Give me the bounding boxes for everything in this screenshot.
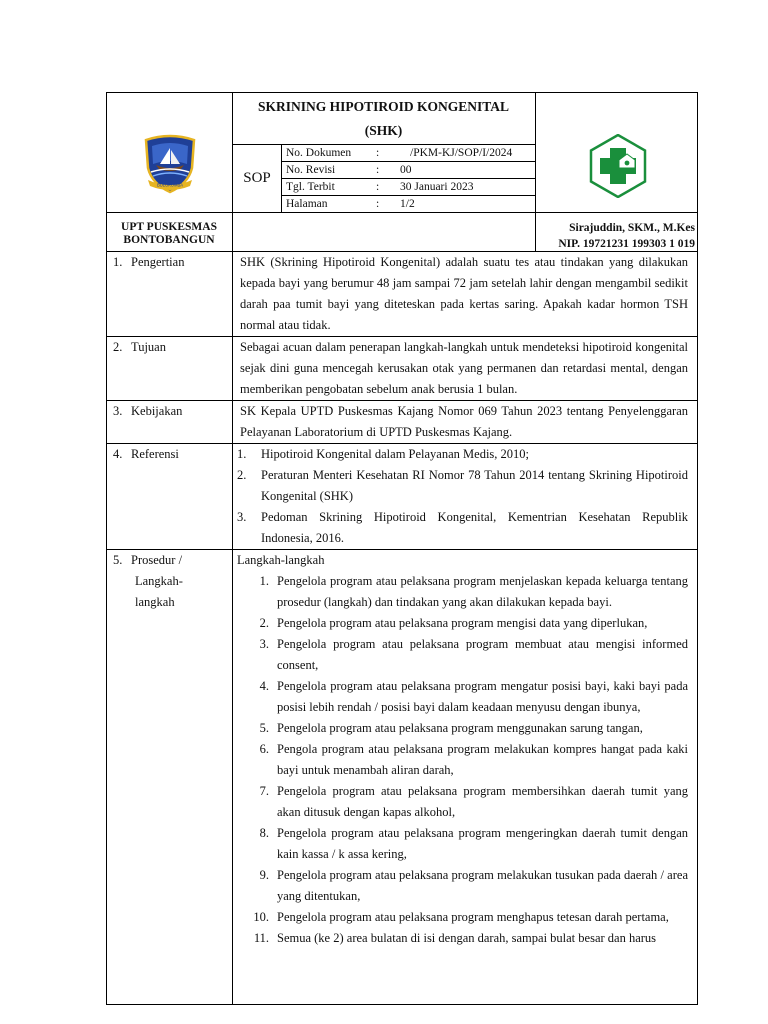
meta-label: No. Revisi [286,164,336,176]
step-number: 7. [259,784,269,798]
meta-separator: : [376,181,380,193]
org-line-1: UPT PUSKESMAS [121,221,217,233]
meta-row-tgl-terbit [282,179,512,196]
item-number: 2. [237,468,247,482]
meta-row-halaman [282,196,512,213]
document-title [232,95,535,143]
list-item [245,718,688,739]
row-referensi [107,444,698,550]
step-number: 1. [259,574,269,588]
step-text: Pengelola program atau pelaksana program mengeringkan daerah tumit dengan kain kassa / k assa kering, [277,826,688,861]
meta-row-no-dokumen [282,145,512,162]
organization-name [106,221,232,247]
prosedur-content [233,550,698,1005]
section-number: 2. [113,340,123,354]
referensi-list [233,444,698,550]
list-item [245,823,688,865]
step-number: 11. [253,931,269,945]
title-line-1: SKRINING HIPOTIROID KONGENITAL [257,99,510,114]
step-text: Pengelola program atau pelaksana program menghapus tetesan darah pertama, [277,910,669,924]
meta-value: 1/2 [400,198,415,210]
step-text: Pengelola program atau pelaksana program menggunakan sarung tangan, [277,721,643,735]
bulukumba-crest-logo [142,134,198,194]
section-title: Tujuan [131,340,166,354]
step-text: Pengelola program atau pelaksana program membuat atau mengisi informed consent, [277,637,688,672]
sop-content-table [106,251,698,1005]
list-item [245,571,688,613]
list-item [245,676,688,718]
list-item [237,465,688,507]
step-text: Pengelola program atau pelaksana program melakukan tusukan pada daerah / area yang ditentukan, [277,868,688,903]
item-number: 1. [237,447,247,461]
step-number: 6. [259,742,269,756]
meta-value: 30 Januari 2023 [400,181,474,193]
step-text: Pengola program atau pelaksana program melakukan kompres hangat pada kaki bayi untuk menambah aliran darah, [277,742,688,777]
step-text: Semua (ke 2) area bulatan di isi dengan darah, sampai bulat besar dan harus [277,931,657,945]
step-number: 5. [259,721,269,735]
section-label [107,401,233,444]
step-number: 4. [259,679,269,693]
section-title: Kebijakan [131,404,183,418]
step-number: 2. [259,616,269,630]
meta-row-no-revisi [282,162,512,179]
section-label [107,337,233,401]
item-text: Pedoman Skrining Hipotiroid Kongenital, Kementrian Kesehatan Republik Indonesia, 2016. [261,510,688,545]
row-pengertian [107,252,698,337]
list-item [245,781,688,823]
list-item [245,907,688,928]
section-title-line-2: Langkah- [135,574,183,588]
meta-separator: : [376,147,380,159]
meta-separator: : [376,198,380,210]
list-item [245,613,688,634]
item-text: Hipotiroid Kongenital dalam Pelayanan Medis, 2010; [261,447,530,461]
document-header [106,92,698,252]
row-kebijakan [107,401,698,444]
meta-label: No. Dokumen [286,147,352,159]
signer-name: Sirajuddin, SKM., M.Kes [569,222,695,234]
item-text: Peraturan Menteri Kesehatan RI Nomor 78 Tahun 2014 tentang Skrining Hipotiroid Kongenital (SHK) [261,468,688,503]
step-number: 10. [253,910,269,924]
step-number: 9. [259,868,269,882]
step-number: 3. [259,637,269,651]
list-item [245,928,688,949]
section-number: 3. [113,404,123,418]
meta-value: 00 [400,164,412,176]
sop-label: SOP [243,170,271,186]
list-item [245,634,688,676]
signer-block [535,220,698,252]
meta-label: Halaman [286,198,328,210]
section-number: 1. [113,255,123,269]
tujuan-text: Sebagai acuan dalam penerapan langkah-langkah untuk mendeteksi hipotiroid kongenital sejak dini guna mencegah kerusakan otak yang permanen dan retardasi mental, dengan memberikan pengobatan sebelum anak berusia 1 bulan. [233,337,698,401]
section-title-line-3: langkah [135,595,175,609]
crest-banner-text: BULUKUMBA [156,182,184,188]
section-label [107,444,233,550]
section-title: Referensi [131,447,179,461]
list-item [245,865,688,907]
org-line-2: BONTOBANGUN [123,234,215,246]
section-label [107,252,233,337]
meta-separator: : [376,164,380,176]
title-line-2: (SHK) [364,123,403,138]
document-meta [282,145,535,213]
section-number: 4. [113,447,123,461]
section-title: Pengertian [131,255,185,269]
item-number: 3. [237,510,247,524]
section-label [107,550,233,1005]
puskesmas-logo [586,134,650,198]
sop-document [106,92,698,1005]
row-prosedur [107,550,698,1005]
meta-label: Tgl. Terbit [286,181,335,193]
step-text: Pengelola program atau pelaksana program membersihkan daerah tumit yang akan ditusuk dengan kapas alkohol, [277,784,688,819]
step-number: 8. [259,826,269,840]
list-item [237,444,688,465]
signer-nip: NIP. 19721231 199303 1 019 [558,238,695,250]
pengertian-text: SHK (Skrining Hipotiroid Kongenital) adalah suatu tes atau tindakan yang dilakukan kepada bayi yang berumur 48 jam sampai 72 jam setelah lahir dengan mengambil sedikit darah paa tumit bayi yang diteteskan pada kertas saring. Apakah kadar hormon TSH normal atau tidak. [233,252,698,337]
step-text: Pengelola program atau pelaksana program menjelaskan kepada keluarga tentang prosedur (langkah) dan tindakan yang akan dilakukan kepada bayi. [277,574,688,609]
list-item [245,739,688,781]
meta-value: /PKM-KJ/SOP/I/2024 [410,147,513,159]
row-tujuan [107,337,698,401]
steps-heading: Langkah-langkah [237,553,325,567]
section-number: 5. [113,553,123,567]
section-title: Prosedur / [131,553,183,567]
step-text: Pengelola program atau pelaksana program mengatur posisi bayi, kaki bayi pada posisi lebih rendah / posisi bayi dalam keadaan menyusu dengan ibunya, [277,679,688,714]
kebijakan-text: SK Kepala UPTD Puskesmas Kajang Nomor 069 Tahun 2023 tentang Penyelenggaran Pelayanan Laboratorium di UPTD Puskesmas Kajang. [233,401,698,444]
list-item [237,507,688,549]
step-text: Pengelola program atau pelaksana program mengisi data yang diperlukan, [277,616,648,630]
